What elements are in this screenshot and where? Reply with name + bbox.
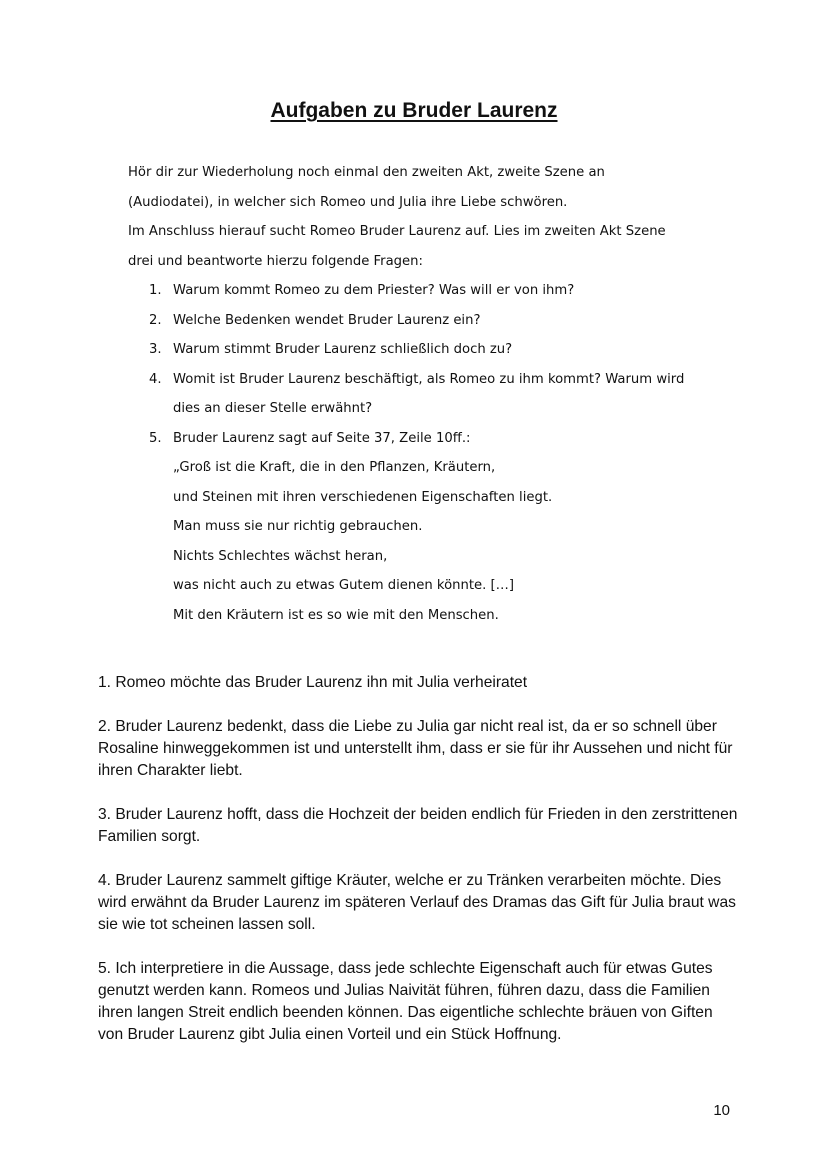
question-number: 2.	[149, 312, 162, 328]
quote-line: Mit den Kräutern ist es so wie mit den Menschen.	[173, 607, 499, 623]
answer-paragraph: 4. Bruder Laurenz sammelt giftige Kräuter, welche er zu Tränken verarbeiten möchte. Dies wird erwähnt da Bruder Laurenz im späteren Verlauf des Dramas das Gift für Julia braut was sie wie tot scheinen lassen soll.	[98, 872, 736, 933]
answer-paragraph: 2. Bruder Laurenz bedenkt, dass die Liebe zu Julia gar nicht real ist, da er so schnell über Rosaline hinweggekommen ist und unterstellt ihm, dass er sie für ihr Aussehen und nicht für ihren Charakter liebt.	[98, 718, 733, 779]
question-item	[128, 424, 748, 631]
question-text-line: Womit ist Bruder Laurenz beschäftigt, als Romeo zu ihm kommt? Warum wird	[173, 371, 685, 387]
page-number: 10	[713, 1102, 730, 1119]
answer-paragraph: 1. Romeo möchte das Bruder Laurenz ihn mit Julia verheiratet	[98, 674, 528, 691]
question-text-line: dies an dieser Stelle erwähnt?	[173, 401, 373, 416]
instruction-line: drei und beantworte hierzu folgende Fragen:	[128, 253, 423, 269]
question-item	[128, 335, 748, 365]
quote-line: „Groß ist die Kraft, die in den Pflanzen, Kräutern,	[173, 460, 496, 475]
question-text	[173, 365, 733, 424]
question-text-line: Bruder Laurenz sagt auf Seite 37, Zeile 10ff.:	[173, 430, 471, 446]
question-text: Warum kommt Romeo zu dem Priester? Was will er von ihm?	[173, 283, 575, 298]
question-item	[128, 306, 748, 336]
quote-line: was nicht auch zu etwas Gutem dienen könnte. […]	[173, 578, 515, 593]
question-number: 4.	[149, 371, 162, 387]
answers-block	[98, 672, 738, 1068]
question-text	[173, 424, 733, 631]
quote-line: Man muss sie nur richtig gebrauchen.	[173, 519, 423, 534]
instruction-line: (Audiodatei), in welcher sich Romeo und Julia ihre Liebe schwören.	[128, 194, 568, 210]
instruction-line: Hör dir zur Wiederholung noch einmal den zweiten Akt, zweite Szene an	[128, 165, 605, 180]
answer-paragraph: 3. Bruder Laurenz hofft, dass die Hochzeit der beiden endlich für Frieden in den zerstrittenen Familien sorgt.	[98, 806, 738, 845]
question-item	[128, 365, 748, 424]
question-text: Welche Bedenken wendet Bruder Laurenz ein?	[173, 312, 481, 328]
question-text: Warum stimmt Bruder Laurenz schließlich doch zu?	[173, 342, 513, 357]
question-item	[128, 276, 748, 306]
instructions-block	[128, 158, 748, 630]
question-number: 3.	[149, 342, 162, 357]
quote-line: und Steinen mit ihren verschiedenen Eigenschaften liegt.	[173, 489, 553, 505]
question-number: 5.	[149, 430, 162, 446]
question-list	[128, 276, 748, 630]
answer-paragraph: 5. Ich interpretiere in die Aussage, dass jede schlechte Eigenschaft auch für etwas Gutes genutzt werden kann. Romeos und Julias Naivität führen, führen dazu, dass die Familien ihren langen Streit endlich beenden können. Das eigentliche schlechte bräuen von Giften von Bruder Laurenz gibt Julia einen Vorteil und ein Stück Hoffnung.	[98, 960, 713, 1043]
instruction-line: Im Anschluss hierauf sucht Romeo Bruder Laurenz auf. Lies im zweiten Akt Szene	[128, 224, 666, 239]
quote-line: Nichts Schlechtes wächst heran,	[173, 548, 388, 564]
page-title: Aufgaben zu Bruder Laurenz	[270, 99, 558, 122]
question-number: 1.	[149, 283, 162, 298]
